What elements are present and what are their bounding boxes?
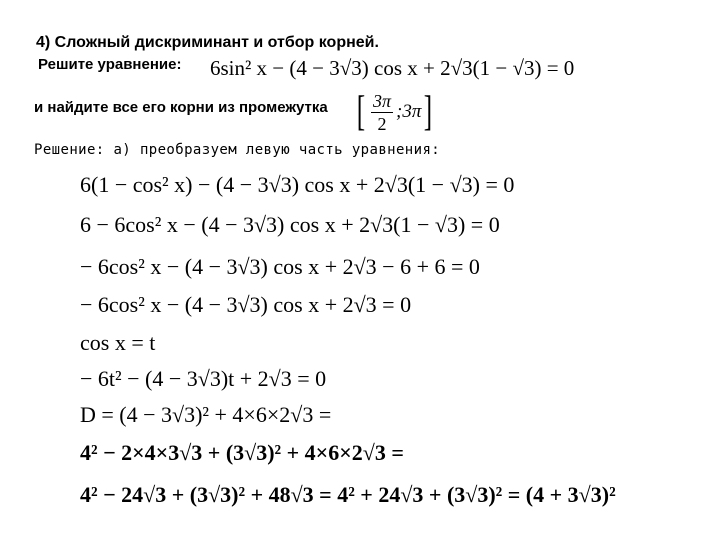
step-6: − 6t² − (4 − 3√3)t + 2√3 = 0: [80, 366, 327, 391]
interval-label: и найдите все его корни из промежутка: [34, 99, 328, 116]
left-bracket-icon: [: [356, 89, 366, 135]
right-bracket-icon: ]: [424, 89, 433, 135]
step-3: − 6cos² x − (4 − 3√3) cos x + 2√3 − 6 + 6 = 0: [80, 254, 480, 279]
task-title: 4) Сложный дискриминант и отбор корней.: [36, 34, 379, 51]
solution-heading: Решение: а) преобразуем левую часть уравнения:: [34, 142, 441, 158]
main-equation: 6sin² x − (4 − 3√3) cos x + 2√3(1 − √3) = 0: [210, 56, 575, 80]
step-5: cos x = t: [80, 330, 156, 355]
interval-fraction: [371, 92, 393, 133]
step-1: 6(1 − cos² x) − (4 − 3√3) cos x + 2√3(1 − √3) = 0: [80, 172, 515, 197]
fraction-numerator: 3π: [373, 90, 392, 111]
step-2: 6 − 6cos² x − (4 − 3√3) cos x + 2√3(1 − √3) = 0: [80, 212, 500, 237]
fraction-denominator: 2: [377, 113, 387, 134]
step-9: 4² − 24√3 + (3√3)² + 48√3 = 4² + 24√3 + (3√3)² = (4 + 3√3)²: [80, 482, 616, 507]
interval: [354, 90, 435, 134]
interval-upper: ;3π: [396, 101, 422, 122]
step-8: 4² − 2×4×3√3 + (3√3)² + 4×6×2√3 =: [80, 440, 404, 465]
step-4: − 6cos² x − (4 − 3√3) cos x + 2√3 = 0: [80, 292, 412, 317]
solve-label: Решите уравнение:: [38, 56, 182, 73]
step-7: D = (4 − 3√3)² + 4×6×2√3 =: [80, 402, 332, 427]
